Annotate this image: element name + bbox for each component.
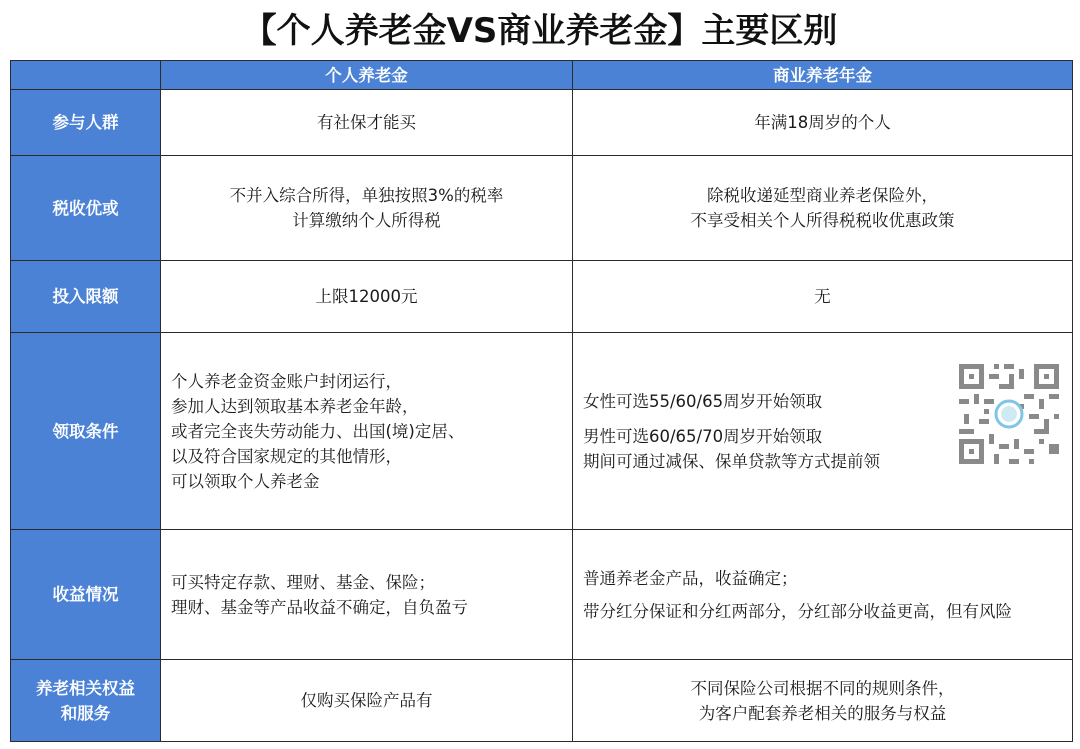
commercial-cell [573, 333, 1073, 530]
personal-cell [161, 530, 573, 660]
table-row [11, 156, 1073, 261]
cell-text: 不享受相关个人所得税税收优惠政策 [690, 211, 955, 230]
cell-text: 仅购买保险产品有 [300, 691, 433, 710]
cell-text: 期间可通过减保、保单贷款等方式提前领 [583, 451, 880, 471]
cell-text: 不并入综合所得，单独按照3%的税率 [229, 186, 504, 205]
personal-cell [161, 261, 573, 333]
cell-text: 可买特定存款、理财、基金、保险； [171, 572, 435, 592]
row-label-line: 和服务 [60, 703, 111, 723]
row-label-line: 养老相关权益 [36, 678, 135, 698]
cell-text: 上限12000元 [315, 287, 418, 306]
cell-text: 普通养老金产品，收益确定； [583, 568, 798, 588]
row-label: 税收优或 [11, 156, 161, 261]
commercial-cell [573, 90, 1073, 156]
personal-cell [161, 90, 573, 156]
header-corner [11, 61, 161, 90]
cell-text: 可以领取个人养老金 [171, 471, 320, 491]
personal-cell [161, 156, 573, 261]
row-label: 收益情况 [11, 530, 161, 660]
personal-cell [161, 333, 573, 530]
personal-cell [161, 660, 573, 742]
cell-text: 带分红分保证和分红两部分，分红部分收益更高，但有风险 [583, 601, 1012, 621]
cell-text: 有社保才能买 [317, 113, 416, 132]
cell-text: 不同保险公司根据不同的规则条件， [690, 678, 955, 698]
cell-text: 或者完全丧失劳动能力、出国(境)定居、 [171, 421, 465, 441]
table-header-row [11, 61, 1073, 90]
cell-text: 女性可选55/60/65周岁开始领取 [583, 391, 823, 411]
cell-text: 年满18周岁的个人 [754, 113, 891, 132]
row-label: 参与人群 [11, 90, 161, 156]
table-row [11, 530, 1073, 660]
commercial-cell [573, 660, 1073, 742]
page-title: 【个人养老金VS商业养老金】主要区别 [242, 11, 838, 51]
cell-text: 为客户配套养老相关的服务与权益 [698, 703, 947, 723]
table-row [11, 660, 1073, 742]
header-personal: 个人养老金 [161, 61, 573, 90]
header-commercial: 商业养老年金 [573, 61, 1073, 90]
commercial-cell [573, 156, 1073, 261]
comparison-table [10, 60, 1073, 742]
cell-text: 除税收递延型商业养老保险外， [707, 186, 938, 205]
table-row [11, 90, 1073, 156]
cell-text: 计算缴纳个人所得税 [292, 211, 441, 230]
row-label: 投入限额 [11, 261, 161, 333]
cell-text: 以及符合国家规定的其他情形， [171, 446, 402, 466]
commercial-cell [573, 261, 1073, 333]
commercial-cell [573, 530, 1073, 660]
cell-text: 男性可选60/65/70周岁开始领取 [583, 426, 823, 446]
row-label [11, 660, 161, 742]
cell-text: 参加人达到领取基本养老金年龄， [171, 396, 419, 416]
row-label: 领取条件 [11, 333, 161, 530]
qr-code-icon [954, 359, 1064, 469]
cell-text: 个人养老金资金账户封闭运行， [171, 371, 402, 391]
cell-text: 理财、基金等产品收益不确定，自负盈亏 [171, 597, 468, 617]
table-row [11, 261, 1073, 333]
cell-text: 无 [814, 287, 831, 306]
table-row [11, 333, 1073, 530]
